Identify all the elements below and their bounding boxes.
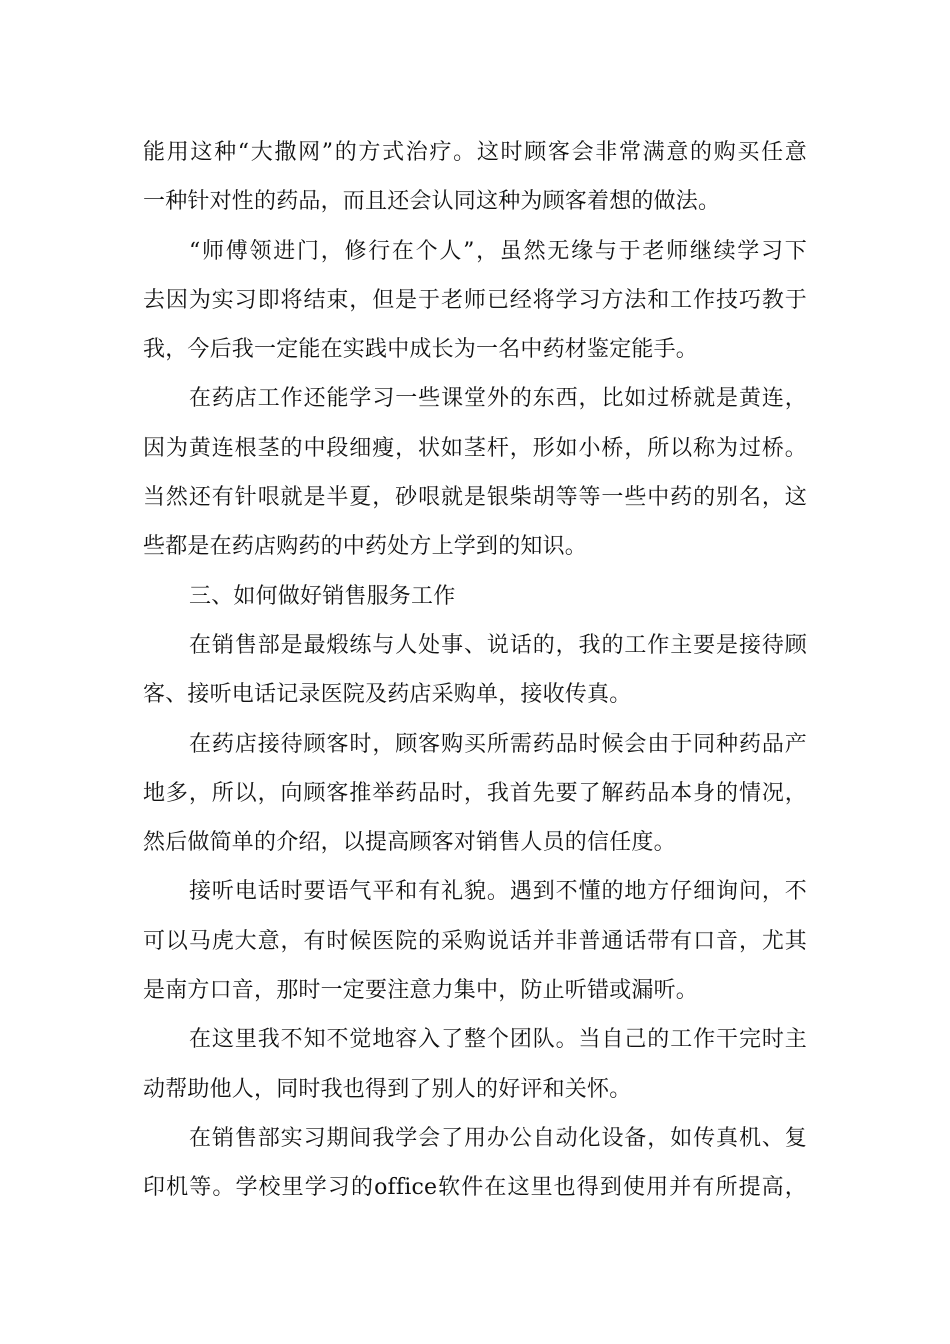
text-line: 在药店接待顾客时，顾客购买所需药品时候会由于同种药品产 — [189, 731, 807, 757]
text-line: “师傅领进门，修行在个人”，虽然无缘与于老师继续学习下 — [189, 238, 807, 264]
text-line: 地多，所以，向顾客推举药品时，我首先要了解药品本身的情况， — [143, 780, 807, 806]
text-line: 在销售部实习期间我学会了用办公自动化设备，如传真机、复 — [189, 1125, 807, 1151]
text-line: 去因为实习即将结束，但是于老师已经将学习方法和工作技巧教于 — [143, 287, 807, 313]
text-line: 动帮助他人，同时我也得到了别人的好评和关怀。 — [143, 1076, 632, 1102]
text-line: 些都是在药店购药的中药处方上学到的知识。 — [143, 534, 588, 560]
text-line: 可以马虎大意，有时候医院的采购说话并非普通话带有口音，尤其 — [143, 928, 807, 954]
text-line: 在这里我不知不觉地容入了整个团队。当自己的工作干完时主 — [189, 1027, 807, 1053]
section-heading: 三、如何做好销售服务工作 — [189, 583, 456, 609]
text-line: 在药店工作还能学习一些课堂外的东西，比如过桥就是黄连， — [189, 386, 807, 412]
text-line: 因为黄连根茎的中段细瘦，状如茎杆，形如小桥，所以称为过桥。 — [143, 435, 807, 461]
text-line: 一种针对性的药品，而且还会认同这种为顾客着想的做法。 — [143, 189, 721, 215]
text-line: 是南方口音，那时一定要注意力集中，防止听错或漏听。 — [143, 978, 699, 1004]
text-line: 印机等。学校里学习的office软件在这里也得到使用并有所提高， — [143, 1175, 807, 1201]
text-line: 接听电话时要语气平和有礼貌。遇到不懂的地方仔细询问，不 — [189, 879, 807, 905]
body-text — [143, 128, 807, 1213]
text-line: 我，今后我一定能在实践中成长为一名中药材鉴定能手。 — [143, 337, 699, 363]
text-line: 能用这种“大撒网”的方式治疗。这时顾客会非常满意的购买任意 — [143, 140, 807, 165]
text-line: 当然还有针哏就是半夏，砂哏就是银柴胡等等一些中药的别名，这 — [143, 485, 807, 511]
text-line: 客、接听电话记录医院及药店采购单，接收传真。 — [143, 682, 632, 708]
text-line: 在销售部是最煅练与人处事、说话的，我的工作主要是接待顾 — [189, 632, 807, 658]
text-line: 然后做简单的介绍，以提高顾客对销售人员的信任度。 — [143, 830, 676, 856]
